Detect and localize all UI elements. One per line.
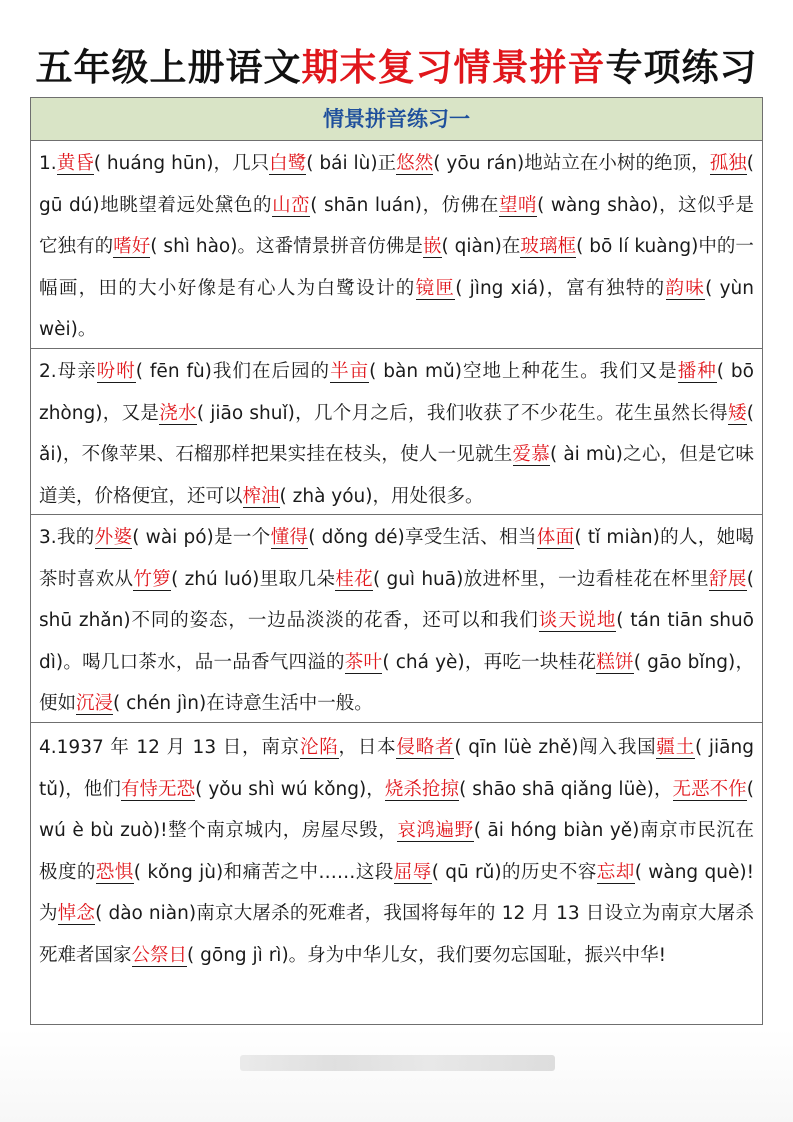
title-part-1: 五年级上册语文 (35, 46, 302, 89)
vocab-word: 镜匣 (415, 277, 456, 299)
vocab-word: 嵌 (422, 236, 442, 257)
vocab-word: 烧杀抢掠 (384, 778, 460, 800)
passage-text: ( ǎi)，不像苹果、石榴那样把果实挂在枝头，使人一见就生 (39, 402, 754, 465)
vocab-word: 白鹭 (269, 153, 307, 174)
vocab-word: 山峦 (272, 194, 311, 216)
passage-text: ( gōng jì rì)。身为中华儿女，我们要勿忘国耻，振兴中华! (187, 944, 667, 966)
passage-text: 2.母亲 (39, 361, 97, 382)
vocab-word: 无恶不作 (672, 778, 747, 800)
passage-text: ( bō lí kuàng)中的一幅画，田的大小好像是有心人为白鹭设计的 (39, 236, 754, 299)
passage-text: 4.1937 年 12 月 13 日，南京 (39, 737, 300, 758)
passage-text: ( zhú luó)里取几朵 (171, 568, 336, 590)
vocab-word: 榨油 (242, 485, 280, 507)
vocab-word: 沉浸 (76, 693, 114, 714)
passage-text: ( jiāo shuǐ)，几个月之后，我们收获了不少花生。花生虽然长得 (196, 402, 728, 424)
section-heading: 情景拼音练习一 (31, 98, 762, 141)
passage-text: ( ài mù)之心，但是它味道美，价格便宜，还可以 (39, 444, 754, 507)
passage-text: 3.我的 (39, 527, 95, 548)
passage-text: ( wú è bù zuò)!整个南京城内，房屋尽毁， (39, 778, 754, 841)
page-title (0, 42, 793, 94)
passage-text: ( huáng hūn)，几只 (93, 153, 270, 174)
vocab-word: 沦陷 (299, 737, 339, 758)
vocab-word: 黄昏 (56, 153, 94, 174)
vocab-word: 桂花 (335, 568, 373, 590)
vocab-word: 恐惧 (95, 861, 134, 883)
passage-text: ( shì hào)。这番情景拼音仿佛是 (150, 236, 423, 257)
vocab-word: 糕饼 (596, 651, 634, 673)
blurred-watermark (240, 1055, 555, 1071)
exercise-paragraph-3 (31, 515, 762, 723)
passage-text: ( kǒng jù)和痛苦之中……这段 (133, 861, 394, 883)
vocab-word: 体面 (536, 527, 575, 548)
vocab-word: 矮 (727, 402, 747, 424)
passage-text: ( shāo shā qiǎng lüè)， (459, 778, 673, 800)
passage-text: ( wàng shào)，这似乎是它独有的 (39, 194, 754, 257)
passage-text: ( tán tiān shuō dì)。喝几口茶水，品一品香气四溢的 (39, 610, 754, 673)
vocab-word: 侵略者 (396, 737, 455, 758)
vocab-word: 公祭日 (131, 944, 188, 966)
passage-text: ( qīn lüè zhě)闯入我国 (454, 737, 657, 758)
passage-text: ( wàng què)!为 (39, 861, 754, 924)
passage-text: ( qiàn)在 (441, 236, 521, 257)
passage-text: ( wài pó)是一个 (132, 527, 271, 548)
title-part-2-highlight: 期末复习情景拼音 (301, 46, 606, 89)
vocab-word: 望哨 (498, 194, 538, 216)
passage-text: ( yǒu shì wú kǒng)， (195, 778, 385, 800)
passage-text: ( dǒng dé)享受生活、相当 (308, 527, 537, 548)
vocab-word: 哀鸿遍野 (397, 820, 474, 841)
exercise-sheet (30, 97, 763, 1025)
passage-text: ( yōu rán)地站立在小树的绝顶， (433, 153, 710, 174)
vocab-word: 吩咐 (96, 361, 136, 382)
page-bottom-area (0, 1028, 793, 1122)
vocab-word: 舒展 (709, 568, 747, 590)
vocab-word: 播种 (677, 361, 717, 382)
passage-text: ( gāo bǐng)，便如 (39, 651, 754, 714)
vocab-word: 忘却 (596, 861, 635, 883)
passage-text: ( chén jìn)在诗意生活中一般。 (113, 693, 373, 714)
exercise-paragraph-1 (31, 141, 762, 349)
vocab-word: 外婆 (94, 527, 133, 548)
vocab-word: 悼念 (57, 903, 96, 924)
passage-text: ( bái lù)正 (306, 153, 397, 174)
passage-text: ( yùn wèi)。 (39, 277, 754, 340)
passage-text: 1. (39, 153, 57, 174)
vocab-word: 茶叶 (344, 651, 383, 673)
exercise-paragraph-4 (31, 723, 762, 1025)
vocab-word: 懂得 (270, 527, 309, 548)
vocab-word: 屈辱 (393, 861, 432, 883)
vocab-word: 半亩 (330, 361, 370, 382)
vocab-word: 孤独 (709, 153, 747, 174)
passage-text: ，日本 (338, 737, 397, 758)
vocab-word: 悠然 (396, 153, 434, 174)
passage-text: ( gū dú)地眺望着远处黛色的 (39, 153, 754, 216)
vocab-word: 玻璃框 (520, 236, 577, 257)
passage-text: ( zhà yóu)，用处很多。 (279, 485, 484, 507)
passage-text: ( qū rǔ)的历史不容 (431, 861, 597, 883)
vocab-word: 韵味 (665, 277, 706, 299)
passage-text: ( jìng xiá)，富有独特的 (455, 277, 666, 299)
passage-text: ( shān luán)，仿佛在 (310, 194, 499, 216)
vocab-word: 谈天说地 (538, 610, 617, 631)
passage-text: ( tǐ miàn)的人，她喝茶时喜欢从 (39, 527, 754, 590)
vocab-word: 嗜好 (113, 236, 151, 257)
vocab-word: 疆土 (656, 737, 695, 758)
passage-text: ( fēn fù)我们在后园的 (135, 361, 331, 382)
passage-text: ( guì huā)放进杯里，一边看桂花在杯里 (373, 568, 710, 590)
passage-text: ( chá yè)，再吃一块桂花 (382, 651, 597, 673)
passage-text: ( jiāng tǔ)，他们 (39, 737, 754, 800)
passage-text: ( āi hóng biàn yě)南京市民沉在极度的 (39, 820, 754, 883)
exercise-paragraph-2 (31, 349, 762, 515)
passage-text: ( shū zhǎn)不同的姿态，一边品淡淡的花香，还可以和我们 (39, 568, 754, 631)
title-part-3: 专项练习 (605, 46, 758, 89)
vocab-word: 竹箩 (133, 568, 172, 590)
passage-text: ( bàn mǔ)空地上种花生。我们又是 (369, 361, 678, 382)
vocab-word: 浇水 (159, 402, 197, 424)
vocab-word: 有恃无恐 (120, 778, 196, 800)
passage-text: ( bō zhòng)，又是 (39, 361, 754, 424)
passage-text: ( dào niàn)南京大屠杀的死难者，我国将每年的 12 月 13 日设立为南京大屠杀死难者国家 (39, 903, 754, 966)
vocab-word: 爱慕 (512, 444, 550, 465)
